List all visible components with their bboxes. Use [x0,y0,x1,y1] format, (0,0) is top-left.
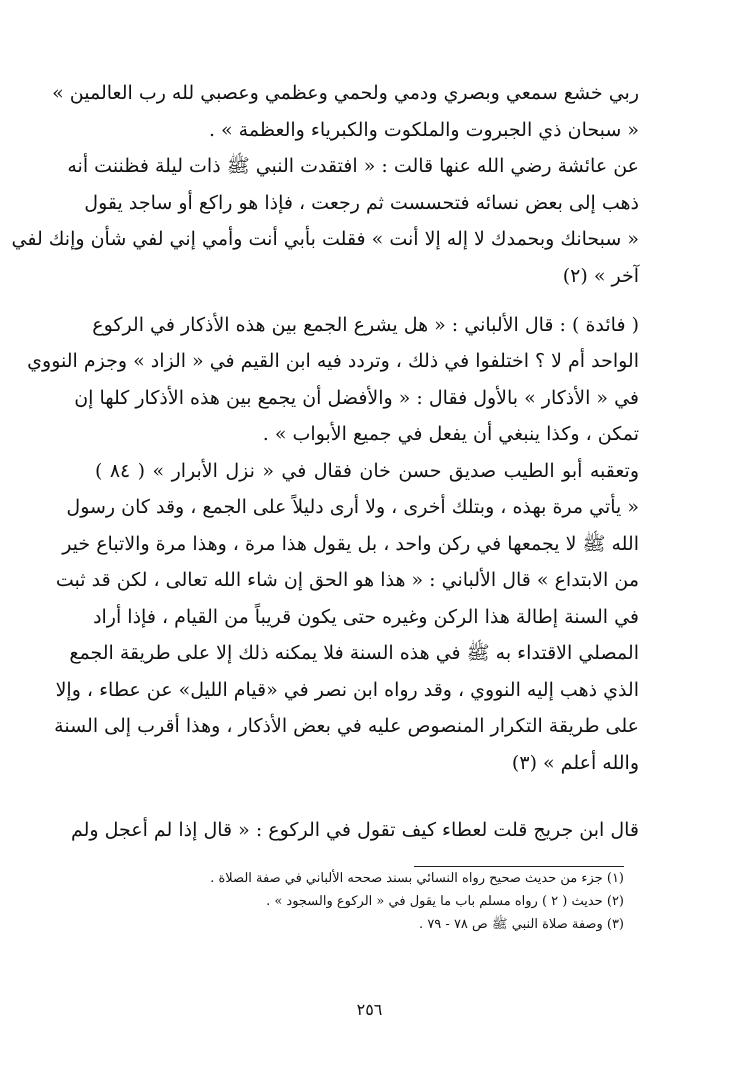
text-line: في « الأذكار » بالأول فقال : « والأفضل أن يجمع بين هذه الأذكار كلها إن [74,386,639,409]
text-line: عن عائشة رضي الله عنها قالت : « افتقدت النبي ﷺ ذات ليلة فظننت أنه [67,155,639,177]
text-line: ربي خشع سمعي وبصري ودمي ولحمي وعظمي وعصبي لله رب العالمين » [52,82,639,104]
footnote: (١) جزء من حديث صحيح رواه النسائي بسند صححه الألباني في صفة الصلاة . [210,871,624,886]
text-line: آخر » (٢) [562,264,639,287]
text-line: في السنة إطالة هذا الركن وغيره حتى يكون قريباً من القيام ، فإذا أراد [93,605,639,628]
text-line: « يأتي مرة بهذه ، وبتلك أخرى ، ولا أرى دليلاً على الجمع ، وقد كان رسول [66,496,639,518]
text-line: تمكن ، وكذا ينبغي أن يفعل في جميع الأبواب » . [262,423,639,445]
text-line: ( فائدة ) : قال الألباني : « هل يشرع الجمع بين هذه الأذكار في الركوع [92,313,639,336]
text-line: وتعقبه أبو الطيب صديق حسن خان فقال في « نزل الأبرار » ( ٨٤ ) [95,459,639,482]
footnote: (٢) حديث ( ٢ ) رواه مسلم باب ما يقول في « الركوع والسجود » . [266,894,624,909]
footnote-rule [414,866,624,867]
text-line: على طريقة التكرار المنصوص عليه في بعض الأذكار ، وهذا أقرب إلى السنة [54,715,639,737]
footnote: (٣) وصفة صلاة النبي ﷺ ص ٧٨ - ٧٩ . [419,917,624,932]
text-line: ذهب إلى بعض نسائه فتحسست ثم رجعت ، فإذا هو راكع أو ساجد يقول [84,191,639,214]
footnotes [104,870,624,939]
text-line: من الابتداع » قال الألباني : « هذا هو الحق إن شاء الله تعالى ، لكن قد ثبت [55,569,639,591]
text-line: المصلي الاقتداء به ﷺ في هذه السنة فلا يمكنه ذلك إلا على طريقة الجمع [69,642,639,664]
text-line: قال ابن جريج قلت لعطاء كيف تقول في الركوع : « قال إذا لم أعجل ولم [70,818,639,841]
text-line: والله أعلم » (٣) [511,751,639,774]
page-number: ٢٥٦ [356,1000,383,1019]
text-line: الذي ذهب إليه النووي ، وقد رواه ابن نصر في «قيام الليل» عن عطاء ، وإلا [55,678,639,701]
text-line: « سبحانك وبحمدك لا إله إلا أنت » فقلت بأبي أنت وأمي إني لفي شأن وإنك لفي [11,228,639,250]
text-line: الله ﷺ لا يجمعها في ركن واحد ، بل يقول هذا مرة ، وهذا مرة والاتباع خير [62,532,639,555]
text-line: الواحد أم لا ؟ اختلفوا في ذلك ، وتردد فيه ابن القيم في « الزاد » وجزم النووي [27,350,639,372]
main-text [11,80,639,844]
text-line: « سبحان ذي الجبروت والملكوت والكبرياء والعظمة » . [208,118,639,141]
